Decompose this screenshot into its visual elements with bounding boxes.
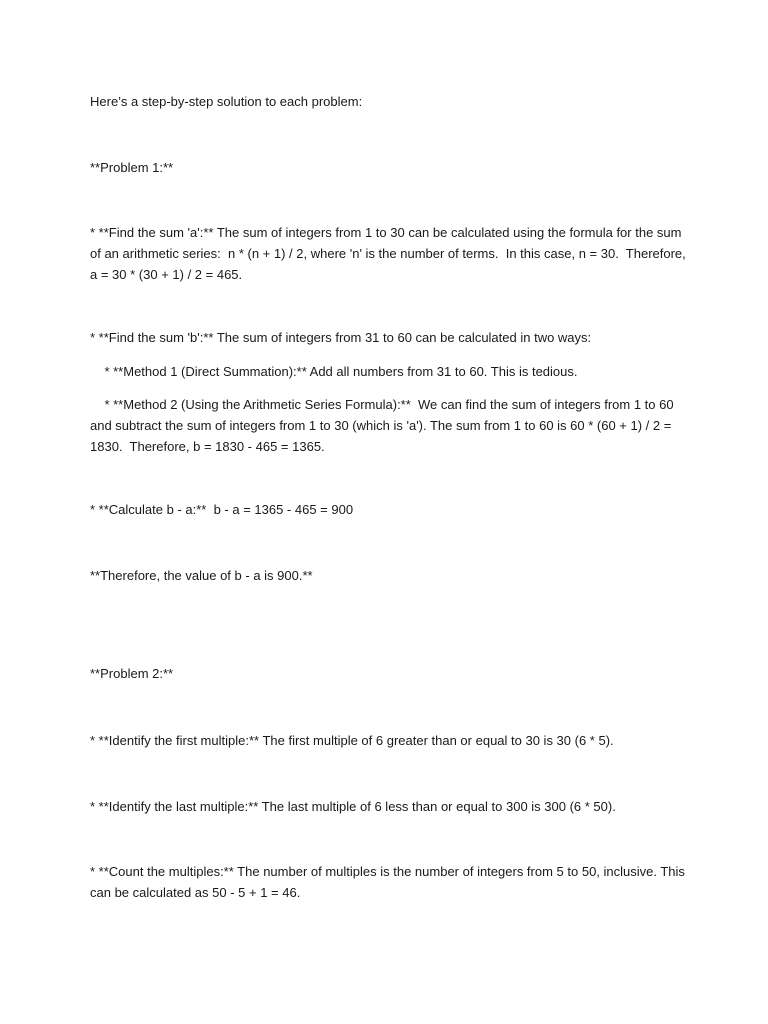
problem-1-step-calculate: * **Calculate b - a:** b - a = 1365 - 465 = 900 xyxy=(90,502,354,517)
problem-1-step-find-a: * **Find the sum 'a':** The sum of integers from 1 to 30 can be calculated using the formula for the sum of an arithmetic series: n * (n + 1) / 2, where 'n' is the number of terms. In this case, n = 30. Therefore, a = 30 * (30 + 1) / 2 = 465. xyxy=(90,225,690,282)
problem-2-step-count: * **Count the multiples:** The number of multiples is the number of integers from 5 to 50, inclusive. This can be calculated as 50 - 5 + 1 = 46. xyxy=(90,864,689,900)
problem-1-heading: **Problem 1:** xyxy=(90,160,174,175)
problem-1-conclusion: **Therefore, the value of b - a is 900.** xyxy=(90,568,313,583)
intro-text: Here’s a step-by-step solution to each problem: xyxy=(90,94,363,109)
problem-1-method-1: * **Method 1 (Direct Summation):** Add all numbers from 31 to 60. This is tedious. xyxy=(90,364,578,379)
problem-2-step-first-multiple: * **Identify the first multiple:** The first multiple of 6 greater than or equal to 30 is 30 (6 * 5). xyxy=(90,733,614,748)
problem-1-step-find-b: * **Find the sum 'b':** The sum of integers from 31 to 60 can be calculated in two ways: xyxy=(90,330,592,345)
problem-1-method-2: * **Method 2 (Using the Arithmetic Series Formula):** We can find the sum of integers from 1 to 60 and subtract the sum of integers from 1 to 30 (which is 'a'). The sum from 1 to 60 is 60 * (60 + 1) / 2 = 1830. Therefore, b = 1830 - 465 = 1365. xyxy=(90,397,678,454)
problem-2-heading: **Problem 2:** xyxy=(90,666,174,681)
problem-2-step-last-multiple: * **Identify the last multiple:** The last multiple of 6 less than or equal to 300 is 300 (6 * 50). xyxy=(90,799,616,814)
